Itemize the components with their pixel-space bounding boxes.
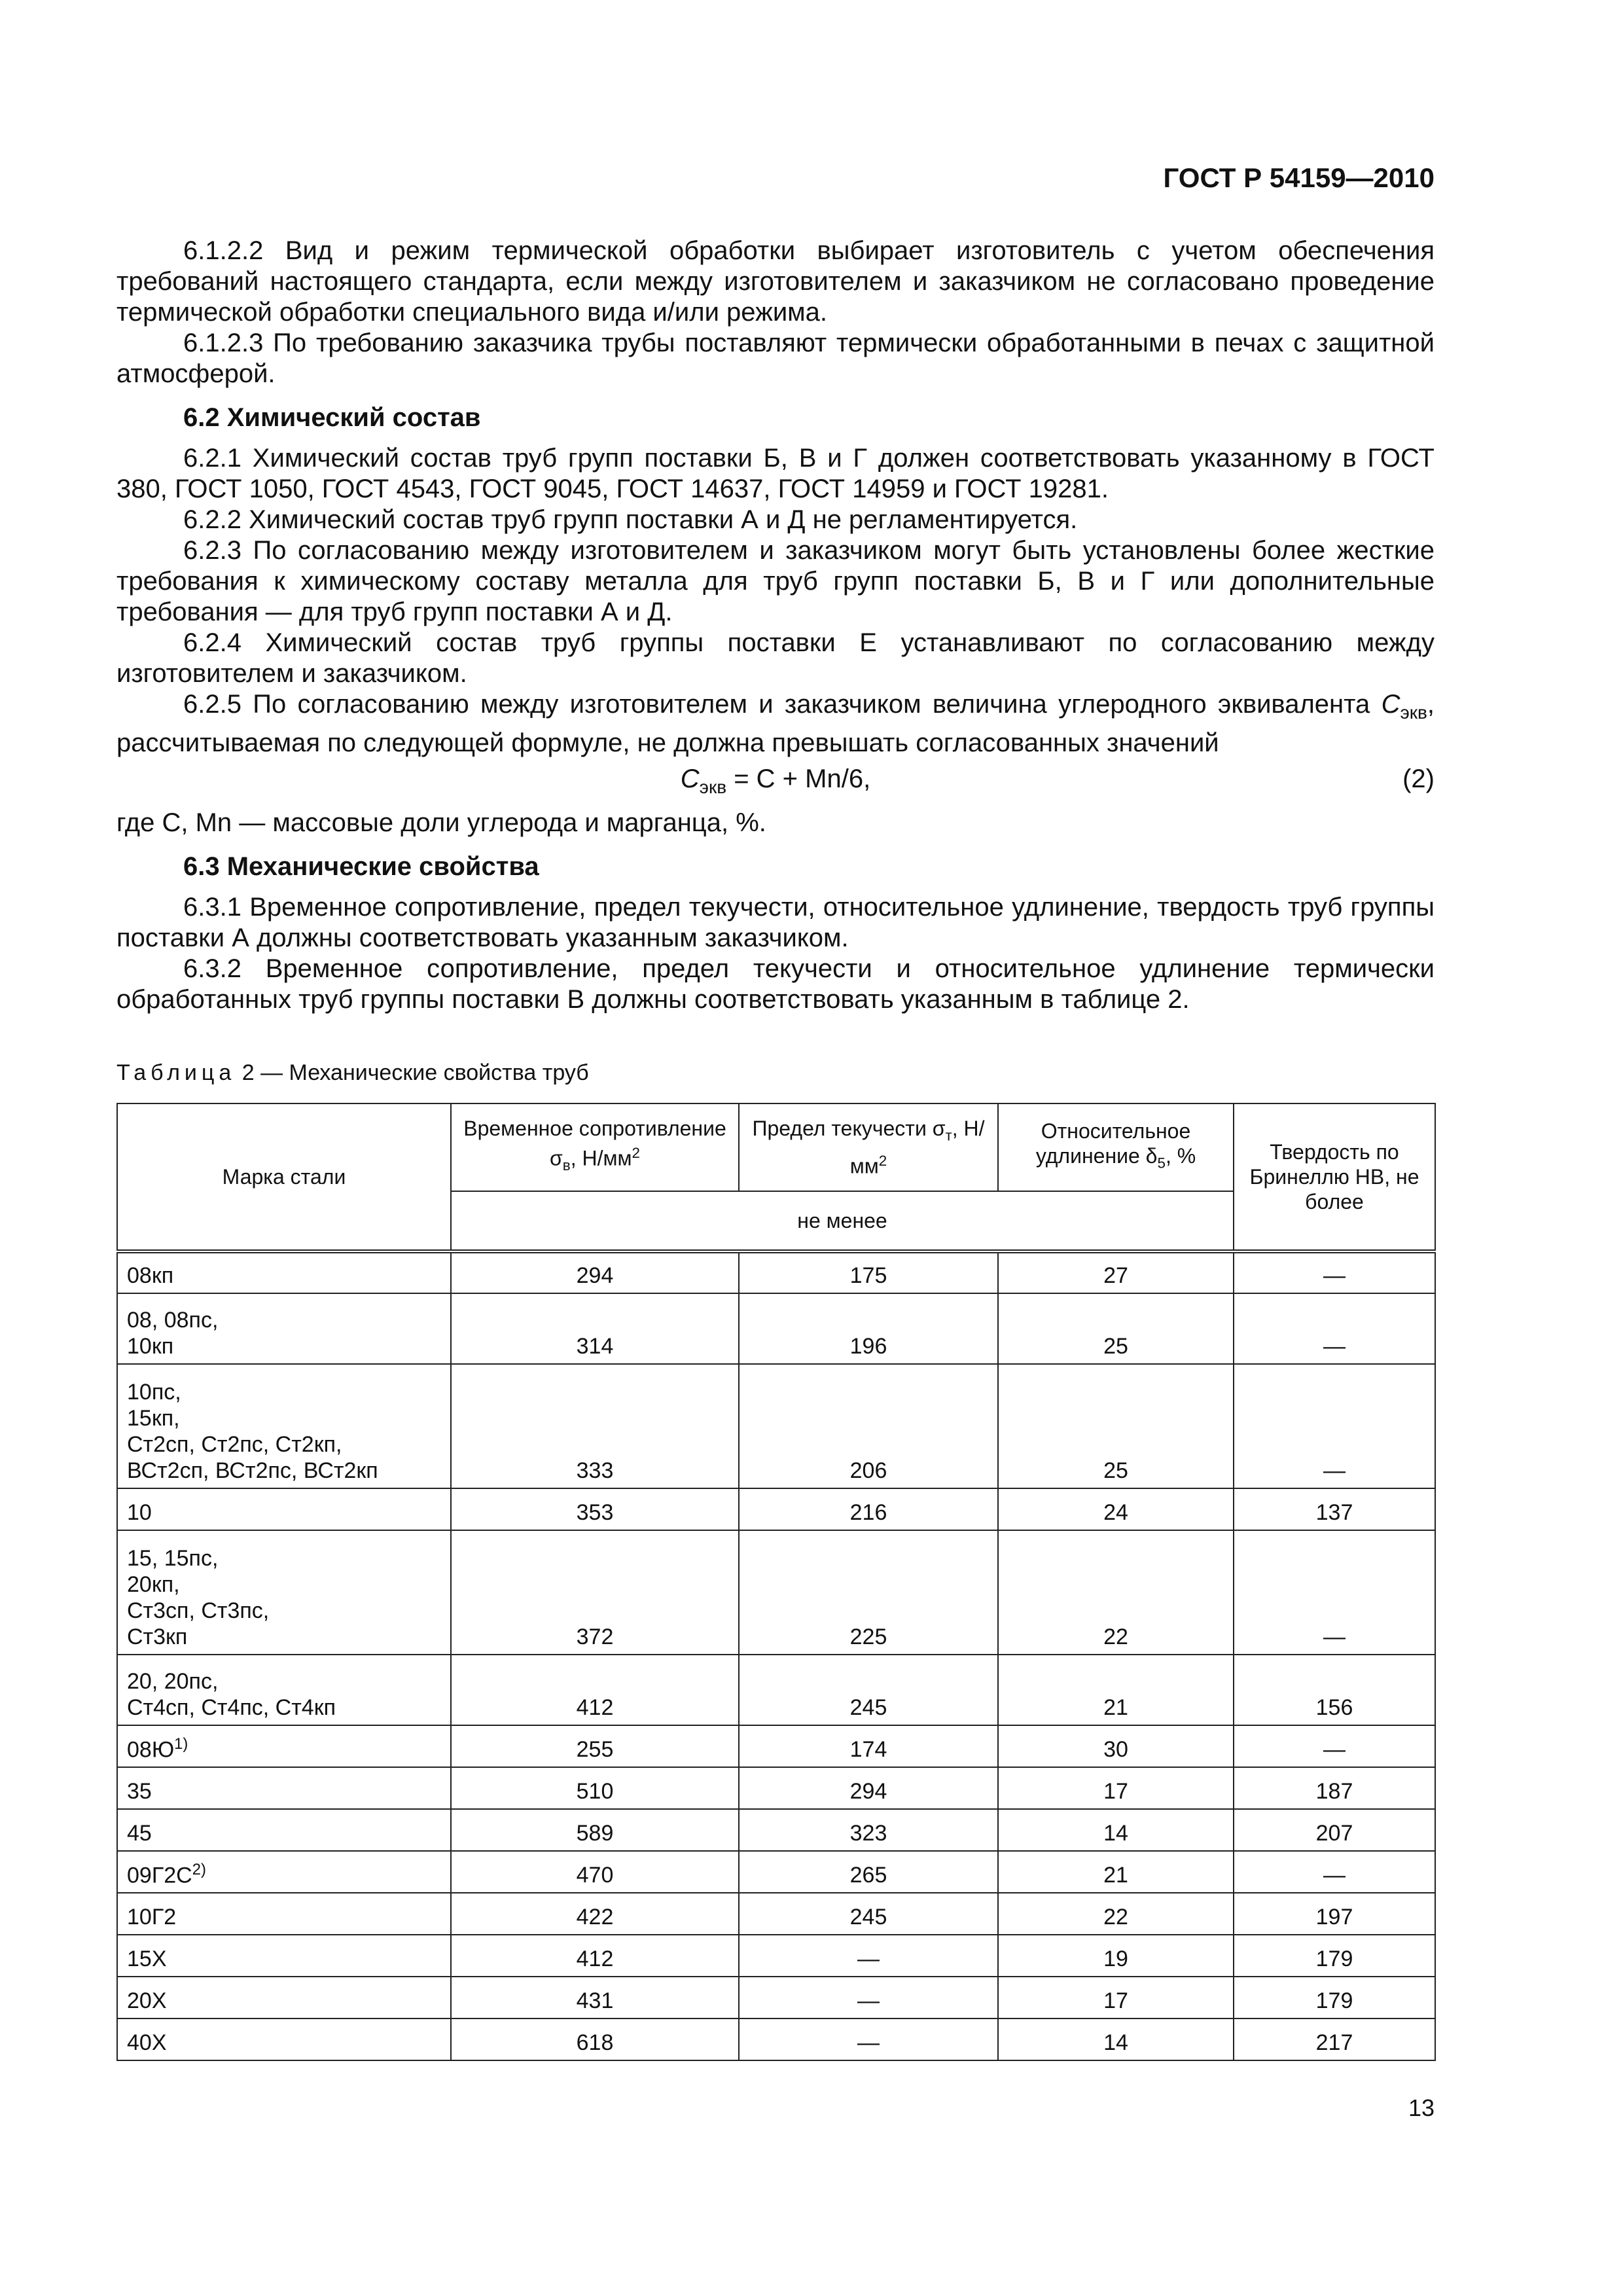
table-caption-title: 2 — Механические свойства труб	[236, 1060, 589, 1085]
cell-yield: 216	[739, 1488, 998, 1530]
header-tensile-unit: , Н/мм	[570, 1147, 632, 1171]
cell-hardness: 217	[1234, 2018, 1435, 2060]
cell-steel-grade	[117, 1935, 451, 1977]
paragraph-6-2-5	[116, 689, 1435, 759]
paragraph-6-2-3: 6.2.3 По согласованию между изготовителем и заказчиком могут быть установлены более жесткие требования к химическому составу металла для труб групп поставки Б, В и Г или дополнительные требования — для труб групп поставки А и Д.	[116, 536, 1435, 626]
table-caption-word: Таблица	[116, 1060, 236, 1085]
cell-yield: 196	[739, 1293, 998, 1364]
table-row	[117, 1851, 1435, 1893]
table-body	[117, 1251, 1435, 2060]
cell-yield: 174	[739, 1725, 998, 1767]
cell-yield: 265	[739, 1851, 998, 1893]
carbon-equivalent-subscript: экв	[1400, 702, 1427, 723]
cell-hardness: 179	[1234, 1935, 1435, 1977]
grade-line: 10пс,	[127, 1380, 181, 1405]
grade-line: 10Г2	[127, 1905, 177, 1929]
grade-line: Ст4сп, Ст4пс, Ст4кп	[127, 1695, 336, 1720]
cell-yield: —	[739, 1935, 998, 1977]
header-yield-sup: 2	[878, 1152, 887, 1169]
table-row	[117, 1725, 1435, 1767]
cell-elongation: 22	[998, 1893, 1234, 1935]
formula-legend: где C, Mn — массовые доли углерода и марганца, %.	[116, 808, 766, 837]
cell-hardness: —	[1234, 1725, 1435, 1767]
paragraph-6-1-2-3: 6.1.2.3 По требованию заказчика трубы поставляют термически обработанными в печах с защитной атмосферой.	[116, 329, 1435, 388]
table-row	[117, 1488, 1435, 1530]
table-row	[117, 2018, 1435, 2060]
header-yield-unit: , Н/мм	[849, 1117, 985, 1178]
cell-elongation: 14	[998, 2018, 1234, 2060]
header-hardness: Твердость по Бринеллю НВ, не более	[1234, 1103, 1435, 1251]
grade-line: 08, 08пс,	[127, 1308, 219, 1333]
cell-tensile: 412	[451, 1655, 739, 1725]
grade-line: 40Х	[127, 2030, 167, 2055]
cell-tensile: 255	[451, 1725, 739, 1767]
paragraph-6-2-4: 6.2.4 Химический состав труб группы поставки Е устанавливают по согласованию между изготовителем и заказчиком.	[116, 628, 1435, 688]
cell-elongation: 21	[998, 1851, 1234, 1893]
cell-steel-grade	[117, 1251, 451, 1293]
mechanical-properties-table	[116, 1103, 1436, 2061]
paragraph-6-1-2-2: 6.1.2.2 Вид и режим термической обработки выбирает изготовитель с учетом обеспечения требований настоящего стандарта, если между изготовителем и заказчиком не согласовано проведение термической обработки специального вида и/или режима.	[116, 236, 1435, 327]
paragraph-6-3-2: 6.3.2 Временное сопротивление, предел текучести и относительное удлинение термически обработанных труб группы поставки В должны соответствовать указанным в таблице 2.	[116, 954, 1435, 1014]
cell-yield: —	[739, 1977, 998, 2018]
cell-yield: 175	[739, 1251, 998, 1293]
cell-hardness: 207	[1234, 1809, 1435, 1851]
cell-yield: 245	[739, 1893, 998, 1935]
formula-number: (2)	[1402, 764, 1435, 793]
cell-hardness: —	[1234, 1851, 1435, 1893]
cell-hardness: —	[1234, 1251, 1435, 1293]
formula-2	[116, 764, 1435, 802]
cell-elongation: 14	[998, 1809, 1234, 1851]
table-row	[117, 1251, 1435, 1293]
paragraph-6-2-2: 6.2.2 Химический состав труб групп поставки А и Д не регламентируется.	[183, 505, 1078, 534]
header-yield-text: Предел текучести σ	[752, 1117, 946, 1141]
table-row	[117, 1809, 1435, 1851]
cell-tensile: 431	[451, 1977, 739, 2018]
page-number: 13	[1408, 2094, 1435, 2121]
header-elong-sub: 5	[1157, 1155, 1166, 1172]
table-row	[117, 1655, 1435, 1725]
grade-line: Ст3сп, Ст3пс,	[127, 1598, 270, 1623]
header-tensile-strength	[451, 1103, 739, 1191]
header-tensile-text: Временное сопротивление σ	[463, 1117, 726, 1171]
cell-tensile: 422	[451, 1893, 739, 1935]
grade-line: 10	[127, 1500, 152, 1525]
cell-steel-grade	[117, 1977, 451, 2018]
cell-tensile: 412	[451, 1935, 739, 1977]
cell-elongation: 22	[998, 1530, 1234, 1655]
cell-elongation: 17	[998, 1767, 1234, 1809]
grade-line: 20Х	[127, 1988, 167, 2013]
grade-line: 15Х	[127, 1946, 167, 1971]
cell-tensile: 618	[451, 2018, 739, 2060]
cell-tensile: 470	[451, 1851, 739, 1893]
cell-hardness: 197	[1234, 1893, 1435, 1935]
paragraph-6-3-1: 6.3.1 Временное сопротивление, предел текучести, относительное удлинение, твердость труб группы поставки А должны соответствовать указанным заказчиком.	[116, 893, 1435, 952]
grade-line: 08кп	[127, 1263, 174, 1288]
cell-elongation: 27	[998, 1251, 1234, 1293]
document-header: ГОСТ Р 54159—2010	[1163, 162, 1435, 193]
table-row	[117, 1767, 1435, 1809]
table-row	[117, 1935, 1435, 1977]
cell-tensile: 294	[451, 1251, 739, 1293]
table-row	[117, 1293, 1435, 1364]
cell-tensile: 589	[451, 1809, 739, 1851]
footnote-marker: 1)	[174, 1734, 188, 1753]
cell-yield: 323	[739, 1809, 998, 1851]
grade-line: 45	[127, 1821, 152, 1846]
table-row	[117, 1530, 1435, 1655]
cell-elongation: 19	[998, 1935, 1234, 1977]
grade-line: $08Ю^{1)}$	[127, 1734, 188, 1762]
grade-line: 20кп,	[127, 1572, 180, 1597]
cell-steel-grade	[117, 1809, 451, 1851]
cell-tensile: 353	[451, 1488, 739, 1530]
header-tensile-sub: в	[562, 1157, 571, 1174]
table-caption	[116, 1060, 589, 1086]
cell-tensile: 333	[451, 1364, 739, 1488]
cell-steel-grade	[117, 1488, 451, 1530]
header-steel-grade: Марка стали	[117, 1103, 451, 1251]
grade-line: 20, 20пс,	[127, 1669, 219, 1694]
header-yield-strength	[739, 1103, 998, 1191]
header-elongation	[998, 1103, 1234, 1191]
cell-yield: 225	[739, 1530, 998, 1655]
cell-steel-grade	[117, 1364, 451, 1488]
body-text	[116, 236, 1435, 1015]
cell-steel-grade	[117, 1530, 451, 1655]
cell-elongation: 24	[998, 1488, 1234, 1530]
cell-tensile: 510	[451, 1767, 739, 1809]
footnote-marker: 2)	[192, 1860, 206, 1878]
table-row	[117, 1364, 1435, 1488]
section-heading-6-3: 6.3 Механические свойства	[183, 852, 539, 881]
paragraph-6-2-5-part1: 6.2.5 По согласованию между изготовителем и заказчиком величина углеродного эквивалента	[183, 690, 1370, 719]
cell-elongation: 25	[998, 1364, 1234, 1488]
cell-hardness: 137	[1234, 1488, 1435, 1530]
header-tensile-sup: 2	[632, 1145, 640, 1162]
cell-yield: 206	[739, 1364, 998, 1488]
grade-line: 15кп,	[127, 1406, 180, 1431]
grade-line: Ст2сп, Ст2пс, Ст2кп,	[127, 1432, 342, 1457]
header-elong-unit: , %	[1165, 1144, 1196, 1168]
cell-steel-grade	[117, 1293, 451, 1364]
cell-hardness: —	[1234, 1364, 1435, 1488]
grade-line: Ст3кп	[127, 1624, 188, 1649]
cell-yield: 245	[739, 1655, 998, 1725]
cell-tensile: 314	[451, 1293, 739, 1364]
formula-symbol: C	[680, 764, 700, 793]
cell-tensile: 372	[451, 1530, 739, 1655]
grade-line: 35	[127, 1779, 152, 1804]
cell-steel-grade	[117, 1893, 451, 1935]
cell-steel-grade	[117, 1851, 451, 1893]
section-heading-6-2: 6.2 Химический состав	[183, 403, 481, 432]
cell-steel-grade	[117, 1725, 451, 1767]
cell-yield: 294	[739, 1767, 998, 1809]
paragraph-6-2-1: 6.2.1 Химический состав труб групп поставки Б, В и Г должен соответствовать указанному в ГОСТ 380, ГОСТ 1050, ГОСТ 4543, ГОСТ 9045, ГОСТ 14637, ГОСТ 14959 и ГОСТ 19281.	[116, 444, 1435, 503]
grade-line: 10кп	[127, 1334, 174, 1359]
carbon-equivalent-symbol: C	[1381, 690, 1400, 719]
table-row	[117, 1893, 1435, 1935]
cell-steel-grade	[117, 2018, 451, 2060]
header-elong-text: Относительное удлинение δ	[1035, 1119, 1191, 1168]
cell-hardness: —	[1234, 1530, 1435, 1655]
cell-elongation: 17	[998, 1977, 1234, 2018]
header-not-less: не менее	[451, 1191, 1234, 1251]
cell-hardness: 187	[1234, 1767, 1435, 1809]
cell-hardness: 156	[1234, 1655, 1435, 1725]
cell-hardness: 179	[1234, 1977, 1435, 2018]
cell-elongation: 21	[998, 1655, 1234, 1725]
paragraph-6-2-5-part2: , рассчитываемая по следующей формуле, не должна превышать согласованных значений	[116, 690, 1435, 757]
grade-line: ВСт2сп, ВСт2пс, ВСт2кп	[127, 1458, 378, 1483]
grade-line: $09Г2С^{2)}$	[127, 1860, 206, 1888]
cell-steel-grade	[117, 1767, 451, 1809]
cell-elongation: 25	[998, 1293, 1234, 1364]
cell-steel-grade	[117, 1655, 451, 1725]
formula-expression: = C + Mn/6,	[726, 764, 871, 793]
cell-elongation: 30	[998, 1725, 1234, 1767]
cell-yield: —	[739, 2018, 998, 2060]
cell-hardness: —	[1234, 1293, 1435, 1364]
formula-subscript: экв	[699, 777, 727, 797]
grade-line: 15, 15пс,	[127, 1546, 219, 1571]
header-yield-sub: т	[945, 1127, 952, 1144]
table-row	[117, 1977, 1435, 2018]
